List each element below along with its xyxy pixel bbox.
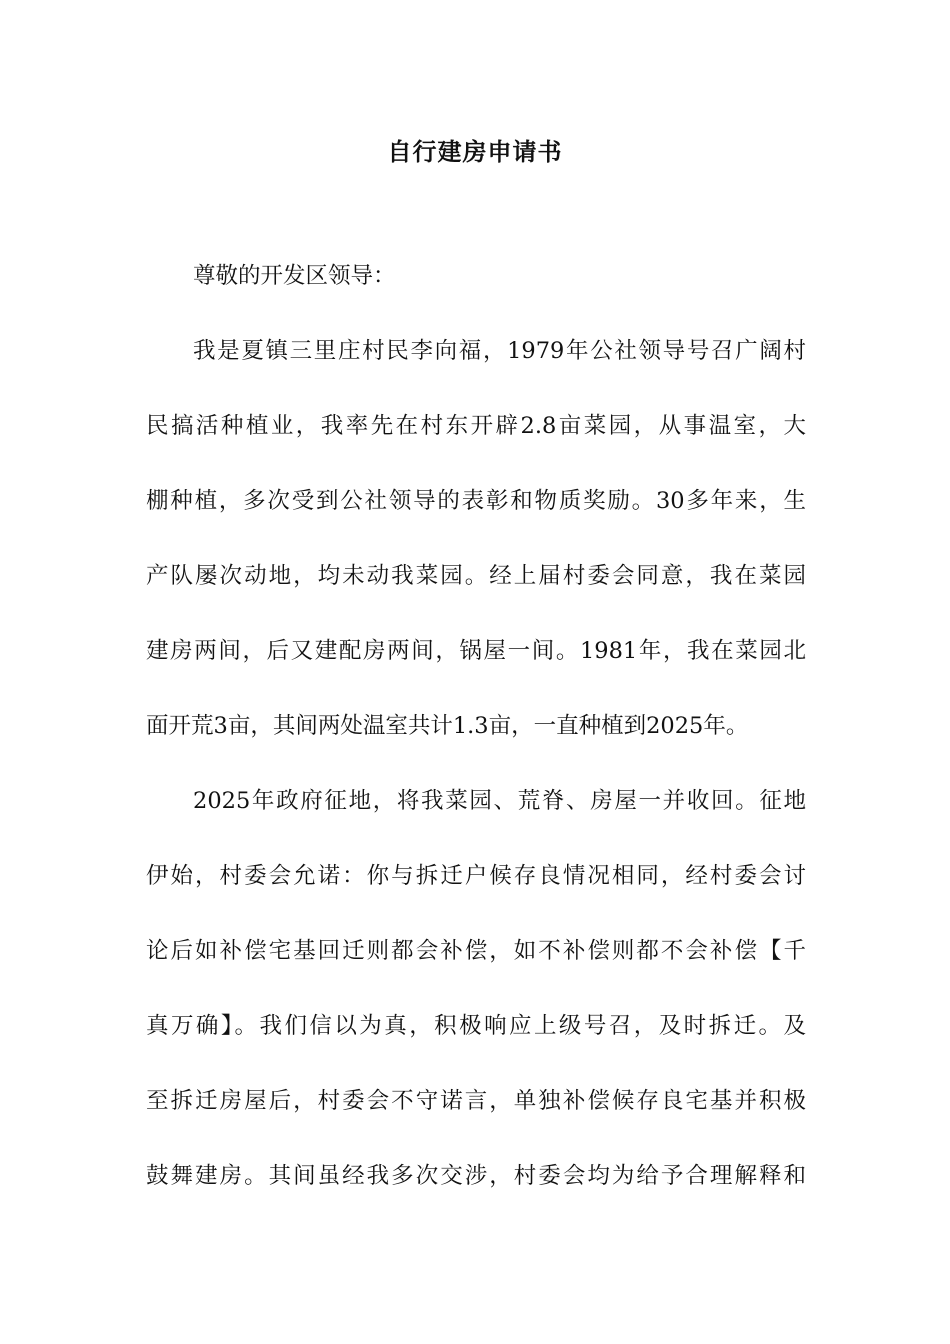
paragraph-line: 建房两间，后又建配房两间，锅屋一间。1981年，我在菜园北 — [146, 638, 806, 664]
paragraph-line: 面开荒3亩，其间两处温室共计1.3亩，一直种植到2025年。 — [146, 713, 749, 739]
paragraph-line: 我是夏镇三里庄村民李向福，1979年公社领导号召广阔村 — [193, 338, 806, 364]
document-title: 自行建房申请书 — [387, 138, 563, 166]
paragraph-line: 民搞活种植业，我率先在村东开辟2.8亩菜园，从事温室，大 — [146, 413, 806, 439]
paragraph-line: 2025年政府征地，将我菜园、荒脊、房屋一并收回。征地 — [193, 788, 806, 814]
paragraph-line: 棚种植，多次受到公社领导的表彰和物质奖励。30多年来，生 — [146, 488, 806, 514]
paragraph-line: 真万确】。我们信以为真，积极响应上级号召，及时拆迁。及 — [146, 1013, 806, 1039]
paragraph-line: 产队屡次动地，均未动我菜园。经上届村委会同意，我在菜园 — [146, 563, 806, 589]
paragraph-line: 伊始，村委会允诺：你与拆迁户候存良情况相同，经村委会讨 — [146, 863, 806, 889]
paragraph-line: 鼓舞建房。其间虽经我多次交涉，村委会均为给予合理解释和 — [146, 1163, 806, 1189]
salutation: 尊敬的开发区领导： — [193, 263, 396, 289]
paragraph-line: 论后如补偿宅基回迁则都会补偿，如不补偿则都不会补偿【千 — [146, 938, 806, 964]
paragraph-line: 至拆迁房屋后，村委会不守诺言，单独补偿候存良宅基并积极 — [146, 1088, 806, 1114]
